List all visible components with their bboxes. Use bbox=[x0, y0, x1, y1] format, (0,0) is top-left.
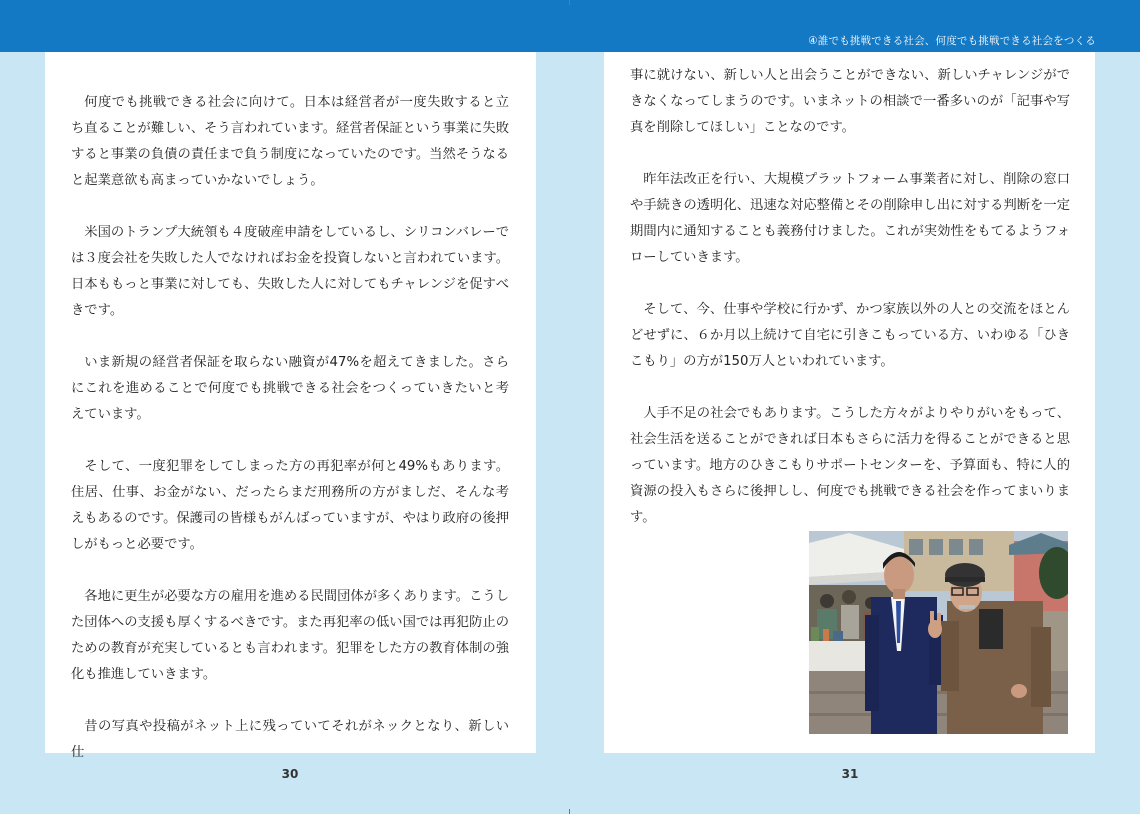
left-page bbox=[45, 52, 536, 760]
right-page bbox=[604, 52, 1095, 753]
paragraph: 何度でも挑戦できる社会に向けて。日本は経営者が一度失敗すると立ち直ることが難しい、そう言われています。経営者保証という事業に失敗すると事業の負債の責任まで負う制度になっていたのです。当然そうなると起業意欲も高まっていかないでしょう。 bbox=[71, 95, 509, 188]
left-page-body bbox=[71, 90, 509, 792]
spine-mark-top bbox=[569, 0, 570, 5]
right-page-body bbox=[630, 63, 1070, 557]
paragraph: そして、一度犯罪をしてしまった方の再犯率が何と49%もあります。住居、仕事、お金がない、だったらまだ刑務所の方がましだ、そんな考えもあるのです。保護司の皆様もがんばっていますが、やはり政府の後押しがもっと必要です。 bbox=[71, 459, 509, 552]
event-photo bbox=[809, 531, 1068, 734]
paragraph: 人手不足の社会でもあります。こうした方々がよりやりがいをもって、社会生活を送ることができれば日本もさらに活力を得ることができると思っています。地方のひきこもりサポートセンターを、予算面も、特に人的資源の投入もさらに後押しし、何度でも挑戦できる社会を作ってまいります。 bbox=[630, 406, 1070, 525]
paragraph: 昔の写真や投稿がネット上に残っていてそれがネックとなり、新しい仕 bbox=[71, 719, 509, 760]
paragraph: 米国のトランプ大統領も４度破産申請をしているし、シリコンバレーでは３度会社を失敗した人でなければお金を投資しないと言われています。日本ももっと事業に対しても、失敗した人に対してもチャレンジを促すべきです。 bbox=[71, 225, 509, 318]
spine-mark-bottom bbox=[569, 809, 570, 814]
paragraph: 昨年法改正を行い、大規模プラットフォーム事業者に対し、削除の窓口や手続きの透明化、迅速な対応整備とその削除申し出に対する判断を一定期間内に通知することも義務付けました。これが実効性をもてるようフォローしていきます。 bbox=[630, 172, 1070, 265]
page-number-right: 31 bbox=[841, 767, 859, 781]
chapter-title: ④誰でも挑戦できる社会、何度でも挑戦できる社会をつくる bbox=[808, 35, 1096, 47]
paragraph: いま新規の経営者保証を取らない融資が47%を超えてきました。さらにこれを進めることで何度でも挑戦できる社会をつくっていきたいと考えています。 bbox=[71, 355, 509, 422]
paragraph: そして、今、仕事や学校に行かず、かつ家族以外の人との交流をほとんどせずに、６か月以上続けて自宅に引きこもっている方、いわゆる「ひきこもり」の方が150万人といわれています。 bbox=[630, 302, 1070, 369]
paragraph: 各地に更生が必要な方の雇用を進める民間団体が多くあります。こうした団体への支援も厚くするべきです。また再犯率の低い国では再犯防止のための教育が充実しているとも言われます。犯罪をした方の教育体制の強化も推進していきます。 bbox=[71, 589, 509, 682]
page-number-left: 30 bbox=[281, 767, 299, 781]
paragraph: 事に就けない、新しい人と出会うことができない、新しいチャレンジができなくなってしまうのです。いまネットの相談で一番多いのが「記事や写真を削除してほしい」ことなのです。 bbox=[630, 68, 1070, 135]
